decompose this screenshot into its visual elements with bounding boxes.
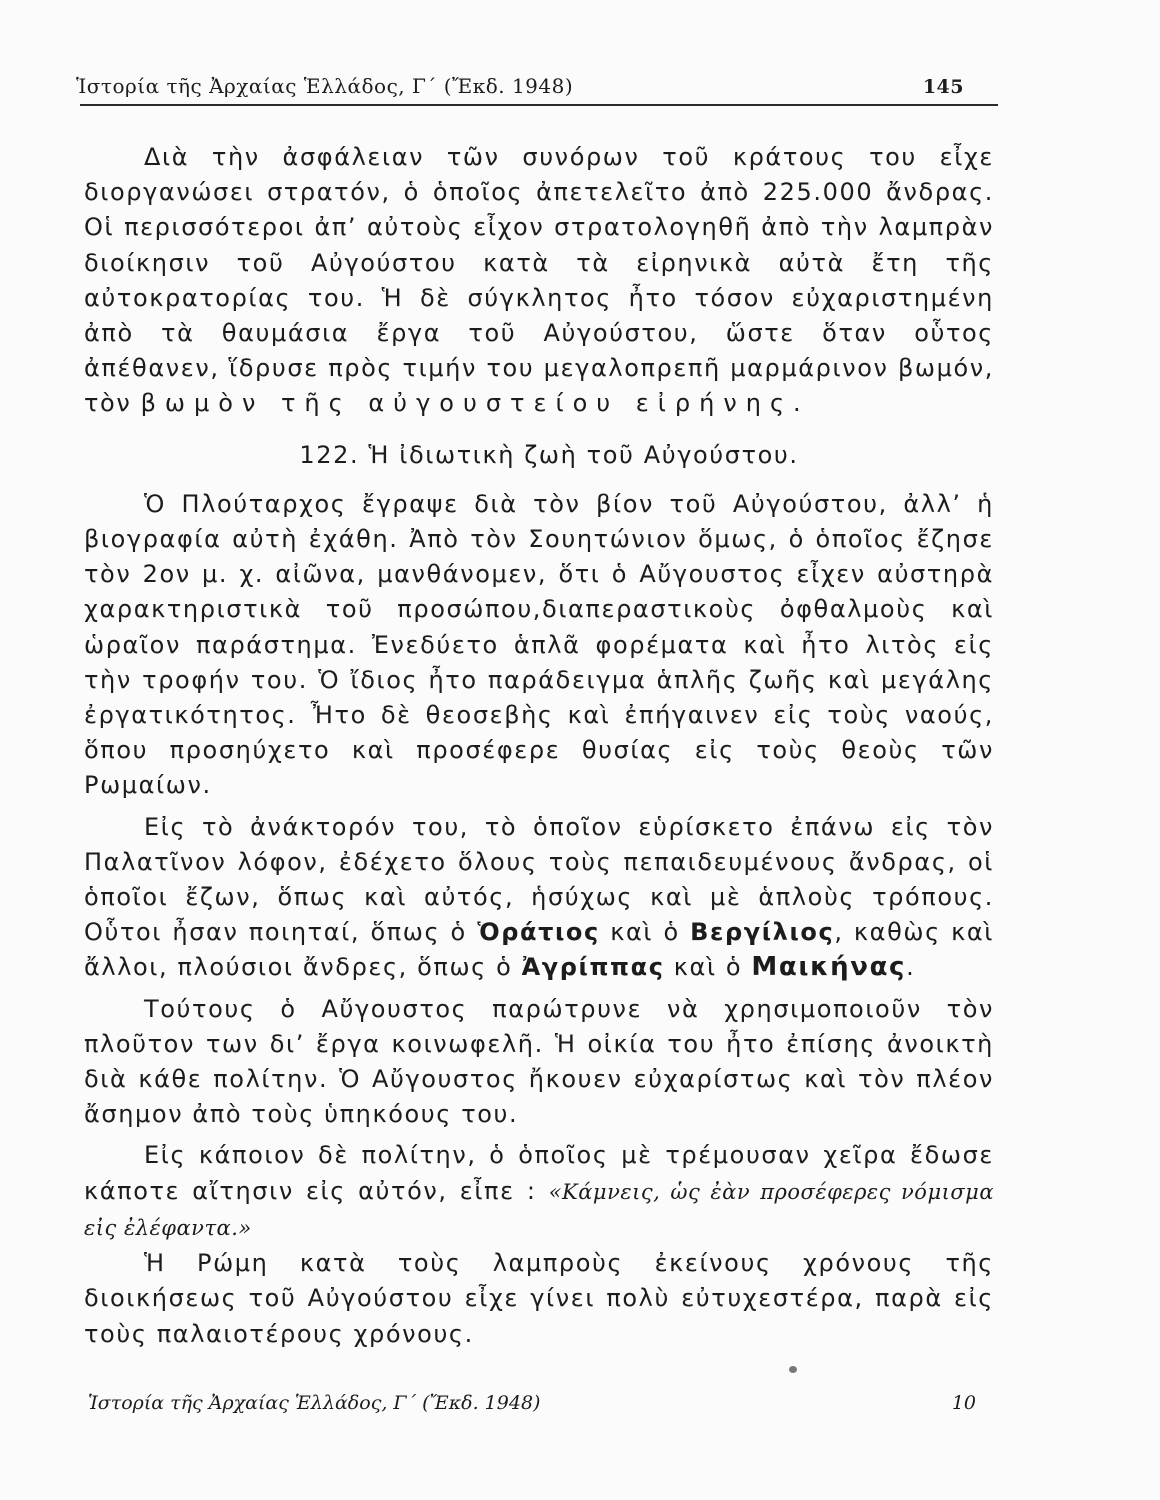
spaced-emphasis: βωμὸν τῆς αὐγουστείου εἰρήνης — [140, 389, 794, 418]
paragraph-palace-and2: καὶ ὁ — [673, 953, 743, 982]
paragraph-private-life: Ὁ Πλούταρχος ἔγραψε διὰ τὸν βίον τοῦ Αὐγούστου, ἀλλ’ ἡ βιογραφία αὐτὴ ἐχάθη. Ἀπὸ τὸν Σουητώνιον ὅμως, ὁ ὁποῖος ἔζησε τὸν 2ον μ. χ. αἰῶνα, μανθάνομεν, ὅτι ὁ Αὔγουστος εἶχεν αὐστηρὰ χαρακτηριστικὰ τοῦ προσώπου,διαπεραστικοὺς ὀφθαλμοὺς καὶ ὡραῖον παράστημα. Ἐνεδύετο ἁπλᾶ φορέματα καὶ ἦτο λιτὸς εἰς τὴν τροφήν του. Ὁ ἴδιος ἦτο παράδειγμα ἁπλῆς ζωῆς καὶ μεγάλης ἐργατικότητος. Ἦτο δὲ θεοσεβὴς καὶ ἐπήγαινεν εἰς τοὺς ναούς, ὅπου προσηύχετο καὶ προσέφερε θυσίας εἰς τοὺς θεοὺς τῶν Ρωμαίων. — [84, 489, 994, 800]
page-number: 145 — [922, 76, 964, 98]
paragraph-palace — [84, 810, 994, 986]
page-body — [84, 140, 994, 1352]
running-header-title: Ἱστορία τῆς Ἀρχαίας Ἑλλάδος, Γ΄ (Ἔκδ. 1948) — [76, 74, 574, 98]
paragraph-palace-text: Εἰς τὸ ἀνάκτορόν του, τὸ ὁποῖον εὑρίσκετο ἐπάνω εἰς τὸν Παλατῖνον λόφον, ἐδέχετο ὅλους τοὺς πεπαιδευμένους ἄνδρας, οἱ ὁποῖοι ἔζων, ὅπως καὶ αὐτός, ἡσύχως καὶ μὲ ἁπλοὺς τρόπους. Οὗτοι ἦσαν ποιηταί, ὅπως ὁ — [84, 812, 994, 947]
section-heading: 122. Ἡ ἰδιωτικὴ ζωὴ τοῦ Αὐγούστου. — [299, 440, 799, 469]
paragraph-palace-mid: , καθὼς καὶ ἄλλοι, πλούσιοι ἄνδρες, ὅπως ὁ — [84, 918, 995, 982]
paragraph-rome: Ἡ Ρώμη κατὰ τοὺς λαμπροὺς ἐκείνους χρόνους τῆς διοικήσεως τοῦ Αὐγούστου εἶχε γίνει πολὺ εὐτυχεστέρα, παρὰ εἰς τοὺς παλαιοτέρους χρόνους. — [84, 1249, 994, 1348]
name-horace: Ὁράτιος — [477, 918, 600, 947]
paragraph-army-end: . — [793, 389, 803, 418]
print-speck — [789, 1366, 797, 1373]
paragraph-army-text: Διὰ τὴν ἀσφάλειαν τῶν συνόρων τοῦ κράτους του εἶχε διοργανώσει στρατόν, ὁ ὁποῖος ἀπετελεῖτο ἀπὸ 225.000 ἄνδρας. Οἱ περισσότεροι ἀπ’ αὐτοὺς εἶχον στρατολογηθῆ ἀπὸ τὴν λαμπρὰν διοίκησιν τοῦ Αὐγούστου κατὰ τὰ εἰρηνικὰ αὐτὰ ἔτη τῆς αὐτοκρατορίας του. Ἡ δὲ σύγκλητος ἦτο τόσον εὐχαριστημένη ἀπὸ τὰ θαυμάσια ἔργα τοῦ Αὐγούστου, ὥστε ὅταν οὗτος ἀπέθανεν, ἵδρυσε πρὸς τιμήν του μεγαλοπρεπῆ μαρμάρινον βωμόν, τὸν — [84, 143, 994, 418]
paragraph-palace-end: . — [906, 953, 916, 982]
paragraph-palace-and1: καὶ ὁ — [610, 918, 680, 947]
page-footer — [88, 1392, 976, 1426]
quotation: «Κάμνεις, ὡς ἐὰν προσέφερες νόμισμα εἰς ἐλέφαντα.» — [84, 1179, 995, 1240]
paragraph-anecdote — [84, 1138, 994, 1246]
name-maecenas: Μαικήνας — [751, 952, 907, 983]
signature-mark: 10 — [951, 1392, 976, 1414]
header-rule — [80, 104, 998, 106]
name-agrippa: Ἀγρίππας — [521, 953, 665, 982]
paragraph-wealth: Τούτους ὁ Αὔγουστος παρώτρυνε νὰ χρησιμοποιοῦν τὸν πλοῦτον των δι’ ἔργα κοινωφελῆ. Ἡ οἰκία του ἦτο ἐπίσης ἀνοικτὴ διὰ κάθε πολίτην. Ὁ Αὔγουστος ἤκουεν εὐχαρίστως καὶ τὸν πλέον ἄσημον ἀπὸ τοὺς ὑπηκόους του. — [84, 994, 994, 1129]
running-header — [76, 68, 994, 104]
paragraph-anecdote-text: Εἰς κάποιον δὲ πολίτην, ὁ ὁποῖος μὲ τρέμουσαν χεῖρα ἔδωσε κάποτε αἴτησιν εἰς αὐτόν, εἶπε : — [84, 1141, 994, 1205]
name-virgil: Βεργίλιος — [690, 918, 835, 947]
paragraph-army — [84, 140, 994, 422]
footer-title: Ἱστορία τῆς Ἀρχαίας Ἑλλάδος, Γ΄ (Ἔκδ. 1948) — [88, 1392, 541, 1414]
